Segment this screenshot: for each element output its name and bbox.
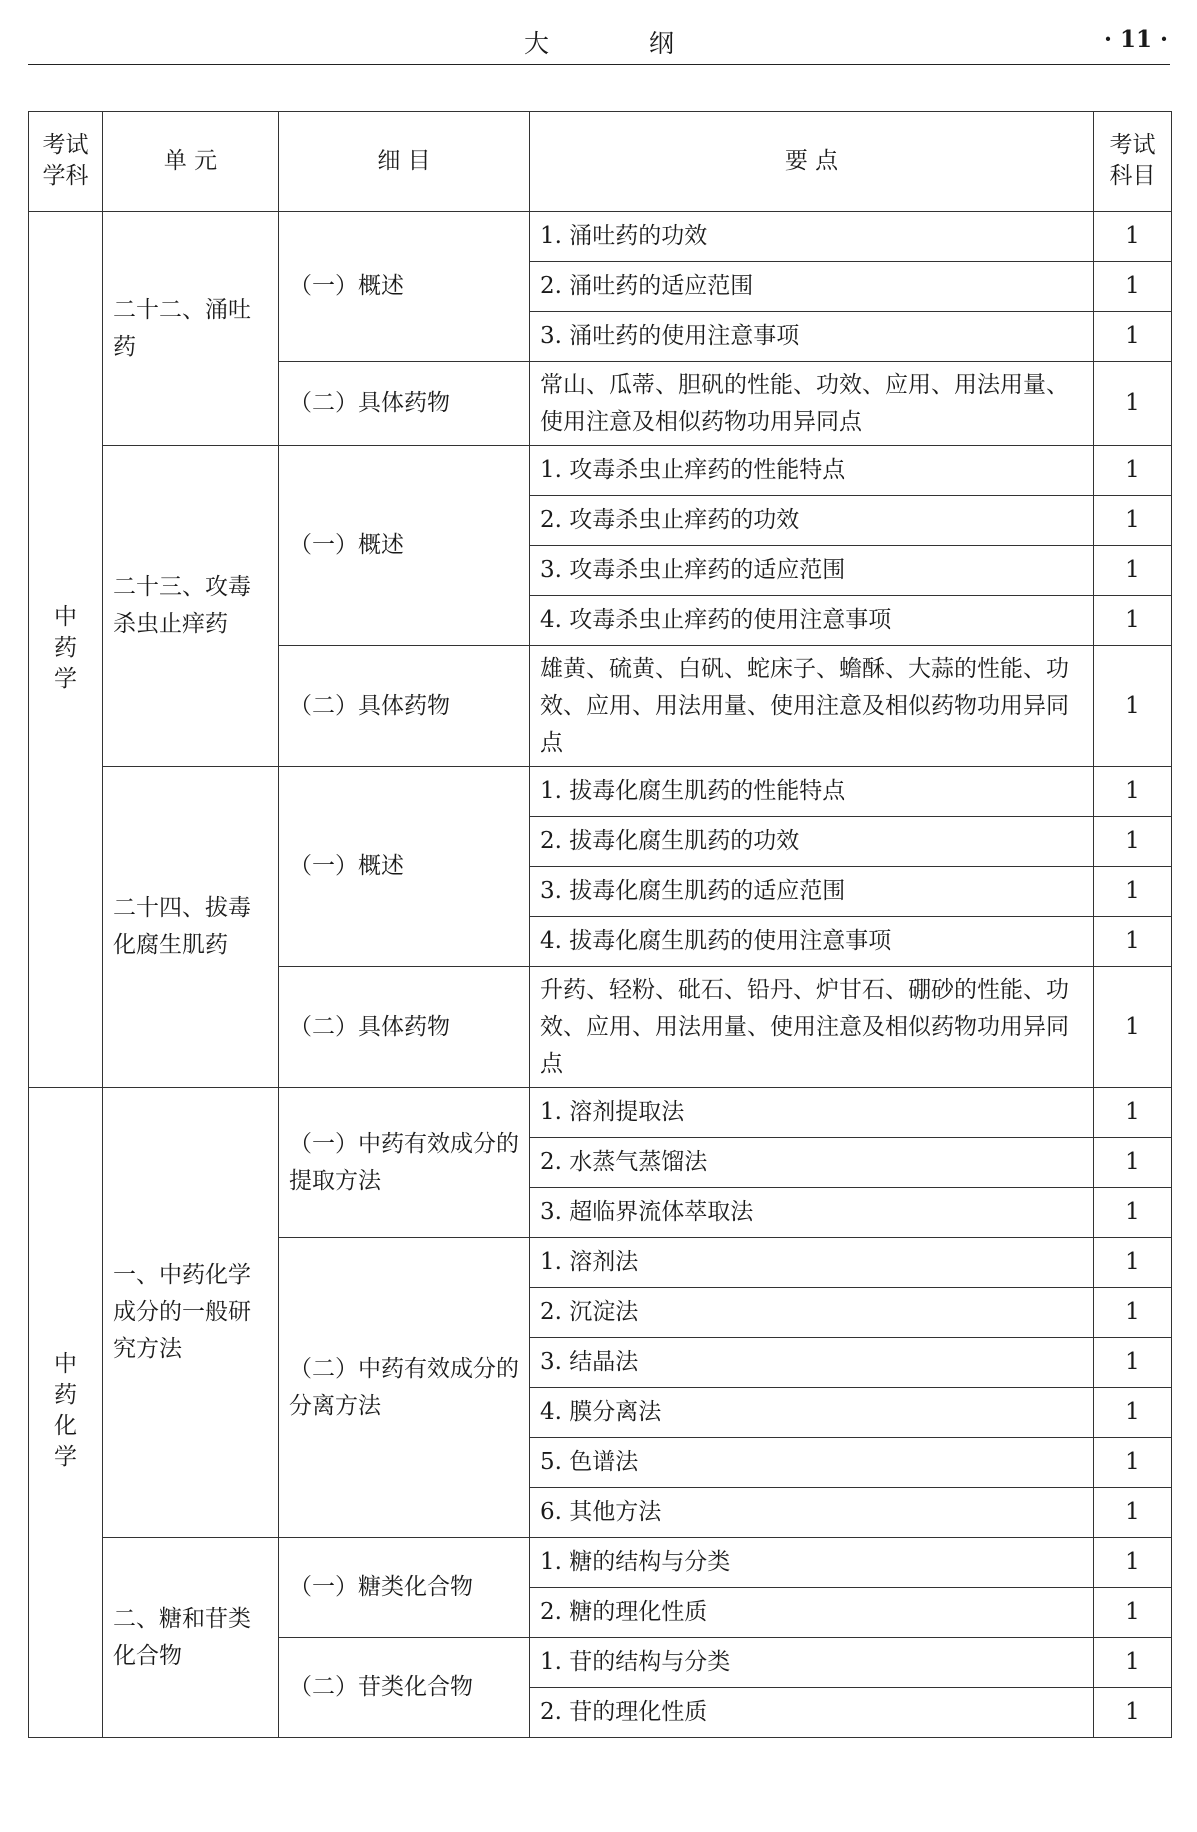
level-cell: 1 (1094, 1088, 1172, 1138)
level-cell: 1 (1094, 1688, 1172, 1738)
detail-cell: （二）苷类化合物 (279, 1638, 530, 1738)
level-cell: 1 (1094, 362, 1172, 446)
point-cell: 2. 拔毒化腐生肌药的功效 (530, 817, 1094, 867)
column-header-level: 考试科目 (1094, 112, 1172, 212)
table-row (29, 212, 1172, 262)
level-cell: 1 (1094, 767, 1172, 817)
level-cell: 1 (1094, 262, 1172, 312)
point-cell: 5. 色谱法 (530, 1438, 1094, 1488)
point-cell: 常山、瓜蒂、胆矾的性能、功效、应用、用法用量、使用注意及相似药物功用异同点 (530, 362, 1094, 446)
unit-cell: 二十四、拔毒化腐生肌药 (103, 767, 279, 1088)
detail-cell: （一）概述 (279, 767, 530, 967)
point-cell: 4. 膜分离法 (530, 1388, 1094, 1438)
point-cell: 1. 涌吐药的功效 (530, 212, 1094, 262)
point-cell: 2. 沉淀法 (530, 1288, 1094, 1338)
unit-cell: 二、糖和苷类化合物 (103, 1538, 279, 1738)
running-header (28, 20, 1170, 65)
column-header-unit: 单 元 (103, 112, 279, 212)
level-cell: 1 (1094, 867, 1172, 917)
unit-cell: 二十三、攻毒杀虫止痒药 (103, 446, 279, 767)
level-cell: 1 (1094, 1588, 1172, 1638)
level-cell: 1 (1094, 967, 1172, 1088)
level-cell: 1 (1094, 312, 1172, 362)
table-row (29, 1538, 1172, 1588)
point-cell: 6. 其他方法 (530, 1488, 1094, 1538)
table-row (29, 446, 1172, 496)
detail-cell: （一）概述 (279, 212, 530, 362)
point-cell: 3. 攻毒杀虫止痒药的适应范围 (530, 546, 1094, 596)
point-cell: 1. 苷的结构与分类 (530, 1638, 1094, 1688)
point-cell: 2. 糖的理化性质 (530, 1588, 1094, 1638)
column-header-points: 要 点 (530, 112, 1094, 212)
point-cell: 3. 拔毒化腐生肌药的适应范围 (530, 867, 1094, 917)
level-cell: 1 (1094, 496, 1172, 546)
level-cell: 1 (1094, 546, 1172, 596)
level-cell: 1 (1094, 1438, 1172, 1488)
detail-cell: （二）具体药物 (279, 362, 530, 446)
level-cell: 1 (1094, 1288, 1172, 1338)
unit-cell: 一、中药化学成分的一般研究方法 (103, 1088, 279, 1538)
point-cell: 3. 涌吐药的使用注意事项 (530, 312, 1094, 362)
level-cell: 1 (1094, 212, 1172, 262)
level-cell: 1 (1094, 1138, 1172, 1188)
point-cell: 1. 溶剂提取法 (530, 1088, 1094, 1138)
subject-cell: 中药化学 (29, 1088, 103, 1738)
column-header-detail: 细 目 (279, 112, 530, 212)
syllabus-table (28, 111, 1172, 1738)
level-cell: 1 (1094, 1188, 1172, 1238)
point-cell: 1. 溶剂法 (530, 1238, 1094, 1288)
table-header-row (29, 112, 1172, 212)
level-cell: 1 (1094, 1338, 1172, 1388)
point-cell: 3. 结晶法 (530, 1338, 1094, 1388)
point-cell: 4. 攻毒杀虫止痒药的使用注意事项 (530, 596, 1094, 646)
point-cell: 1. 攻毒杀虫止痒药的性能特点 (530, 446, 1094, 496)
point-cell: 2. 涌吐药的适应范围 (530, 262, 1094, 312)
point-cell: 2. 水蒸气蒸馏法 (530, 1138, 1094, 1188)
detail-cell: （一）概述 (279, 446, 530, 646)
level-cell: 1 (1094, 817, 1172, 867)
table-row (29, 1088, 1172, 1138)
point-cell: 1. 糖的结构与分类 (530, 1538, 1094, 1588)
column-header-subject: 考试学科 (29, 112, 103, 212)
page-number: · 11 · (1103, 26, 1168, 53)
detail-cell: （二）具体药物 (279, 967, 530, 1088)
point-cell: 4. 拔毒化腐生肌药的使用注意事项 (530, 917, 1094, 967)
point-cell: 3. 超临界流体萃取法 (530, 1188, 1094, 1238)
level-cell: 1 (1094, 1488, 1172, 1538)
detail-cell: （一）糖类化合物 (279, 1538, 530, 1638)
table-body (29, 212, 1172, 1738)
level-cell: 1 (1094, 1638, 1172, 1688)
level-cell: 1 (1094, 446, 1172, 496)
detail-cell: （二）具体药物 (279, 646, 530, 767)
point-cell: 1. 拔毒化腐生肌药的性能特点 (530, 767, 1094, 817)
level-cell: 1 (1094, 917, 1172, 967)
point-cell: 2. 苷的理化性质 (530, 1688, 1094, 1738)
point-cell: 升药、轻粉、砒石、铅丹、炉甘石、硼砂的性能、功效、应用、用法用量、使用注意及相似药物功用异同点 (530, 967, 1094, 1088)
detail-cell: （二）中药有效成分的分离方法 (279, 1238, 530, 1538)
unit-cell: 二十二、涌吐药 (103, 212, 279, 446)
detail-cell: （一）中药有效成分的提取方法 (279, 1088, 530, 1238)
table-row (29, 767, 1172, 817)
point-cell: 2. 攻毒杀虫止痒药的功效 (530, 496, 1094, 546)
running-title: 大 纲 (524, 29, 720, 58)
subject-cell: 中药学 (29, 212, 103, 1088)
level-cell: 1 (1094, 646, 1172, 767)
level-cell: 1 (1094, 1538, 1172, 1588)
point-cell: 雄黄、硫黄、白矾、蛇床子、蟾酥、大蒜的性能、功效、应用、用法用量、使用注意及相似药物功用异同点 (530, 646, 1094, 767)
level-cell: 1 (1094, 1388, 1172, 1438)
level-cell: 1 (1094, 596, 1172, 646)
level-cell: 1 (1094, 1238, 1172, 1288)
